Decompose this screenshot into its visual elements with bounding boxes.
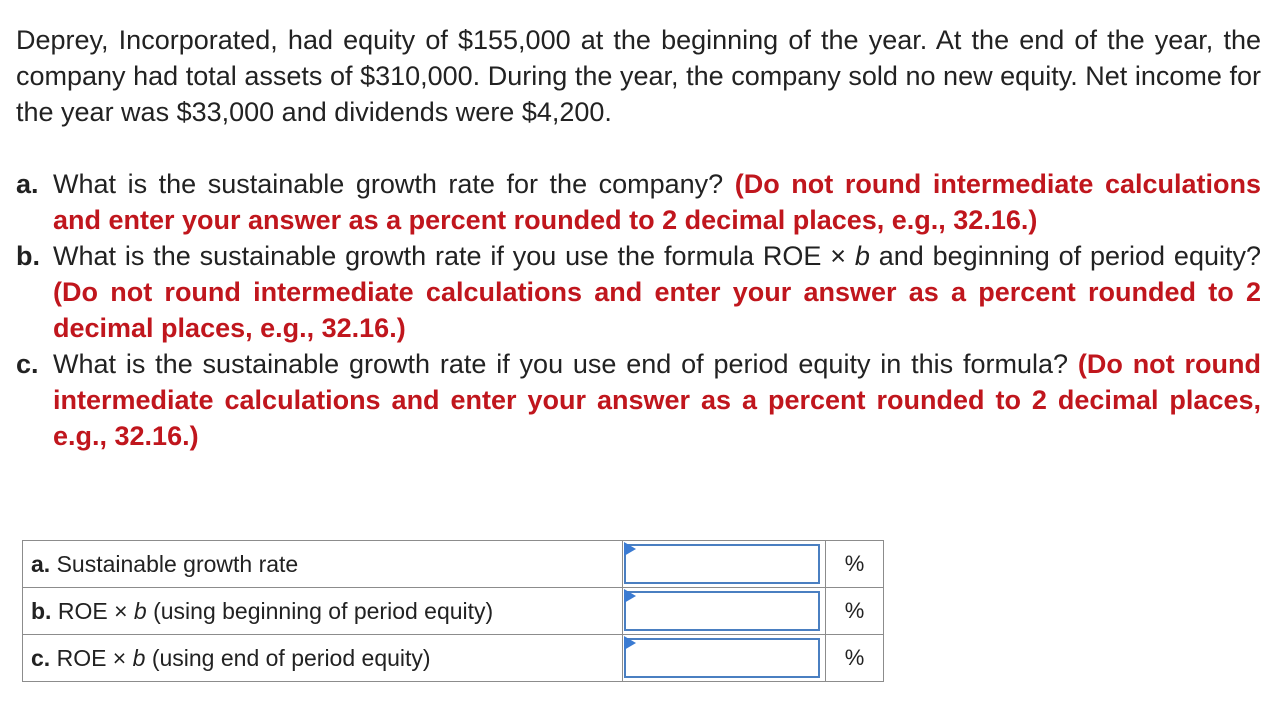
required-flag-icon <box>624 636 636 650</box>
question-instruction: (Do not round intermediate calculations and enter your answer as a percent rounded to 2 decimal places, e.g., 32.16.) <box>53 277 1261 343</box>
question-text: What is the sustainable growth rate if you use end of period equity in this formula? <box>53 349 1069 379</box>
row-letter: a. <box>31 550 51 577</box>
row-label-text: (using end of period equity) <box>145 644 431 671</box>
row-label-text: (using beginning of period equity) <box>146 597 494 624</box>
question-text: and beginning of period equity? <box>869 241 1261 271</box>
question-instruction: (Do not round intermediate calculations and enter your answer as a percent rounded to 2 decimal places, e.g., 32.16.) <box>53 349 1261 451</box>
answer-table <box>22 540 884 682</box>
table-row <box>23 541 884 588</box>
unit-label: % <box>826 541 884 588</box>
row-label-text: ROE × <box>56 644 133 671</box>
question-text-italic: b <box>854 241 870 271</box>
question-b <box>16 238 1261 346</box>
table-row <box>23 635 884 682</box>
question-a <box>16 166 1261 238</box>
row-label-text: ROE × <box>57 597 134 624</box>
question-c <box>16 346 1261 454</box>
answer-cell <box>623 588 826 635</box>
roe-b-beginning-equity-input[interactable] <box>624 591 820 631</box>
row-letter: b. <box>31 597 52 624</box>
row-label <box>23 541 623 588</box>
roe-b-end-equity-input[interactable] <box>624 638 820 678</box>
required-flag-icon <box>624 589 636 603</box>
row-letter: c. <box>31 644 51 671</box>
answer-cell <box>623 541 826 588</box>
unit-label: % <box>826 635 884 682</box>
table-row <box>23 588 884 635</box>
row-label <box>23 635 623 682</box>
row-label-text: Sustainable growth rate <box>56 550 299 577</box>
question-letter: a. <box>16 169 39 199</box>
row-label <box>23 588 623 635</box>
row-label-italic: b <box>133 597 147 624</box>
required-flag-icon <box>624 542 636 556</box>
question-instruction: (Do not round intermediate calculations and enter your answer as a percent rounded to 2 decimal places, e.g., 32.16.) <box>53 169 1261 235</box>
question-letter: c. <box>16 349 39 379</box>
unit-label: % <box>826 588 884 635</box>
problem-statement: Deprey, Incorporated, had equity of $155,000 at the beginning of the year. At the end of the year, the company had total assets of $310,000. During the year, the company sold no new equity. Net income for the year was $33,000 and dividends were $4,200. <box>16 25 1261 127</box>
question-list <box>16 166 1261 454</box>
question-text: What is the sustainable growth rate if you use the formula ROE × <box>53 241 855 271</box>
question-text: What is the sustainable growth rate for the company? <box>53 169 724 199</box>
row-label-italic: b <box>132 644 146 671</box>
sustainable-growth-rate-input[interactable] <box>624 544 820 584</box>
answer-cell <box>623 635 826 682</box>
question-letter: b. <box>16 241 40 271</box>
